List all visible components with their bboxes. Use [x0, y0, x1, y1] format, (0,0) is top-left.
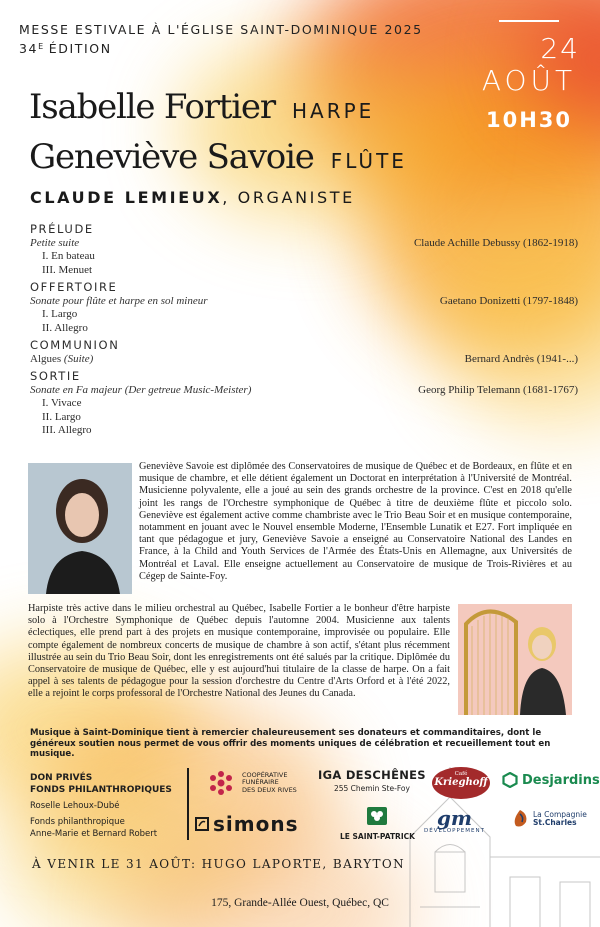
organist-line	[30, 188, 355, 207]
piece-suffix: (Suite)	[61, 353, 94, 365]
coop-line-3: DES DEUX RIVES	[242, 785, 297, 794]
edition-line	[19, 38, 423, 57]
thanks-note: Musique à Saint-Dominique tient à remercier chaleureusement ses donateurs et commanditaires, dont le généreux soutien nous permet de vous offrir des moments uniques de célébration et recueillement tout en musique.	[30, 728, 551, 759]
composer: Bernard Andrès (1941-...)	[464, 353, 578, 365]
sponsor-la-compagnie-st-charles	[510, 808, 587, 830]
piece-row	[30, 384, 578, 397]
saint-patrick-name: LE SAINT-PATRICK	[340, 832, 415, 841]
movement: I. Largo	[42, 308, 78, 320]
upcoming-concert: À VENIR LE 31 AOÛT: HUGO LAPORTE, BARYTON	[32, 857, 406, 871]
cafe-name: Krieghoff	[434, 777, 488, 788]
edition-word: ÉDITION	[48, 41, 112, 56]
program-section-offertoire	[30, 280, 578, 335]
sponsor-desjardins	[502, 772, 600, 788]
savoie-photo	[28, 463, 132, 594]
sponsor-simons	[195, 812, 298, 836]
compagnie-line-1: La Compagnie	[533, 809, 587, 819]
compagnie-line-2: St.Charles	[533, 818, 577, 827]
church-address: 175, Grande-Allée Ouest, Québec, QC	[211, 897, 389, 909]
gm-subtitle: DÉVELOPPEMENT	[424, 828, 485, 834]
bio-savoie: Geneviève Savoie est diplômée des Conservatoires de musique de Québec et de Bordeaux, en flûte et en musique de chambre, et elle détient également un Doctorat en interprétation à l'Université de Montréal. Musicienne polyvalente, elle a joué au sein des grands orchestre de la province. C'est en 2018 qu'elle joint les rangs de l'Orchestre symphonique de Québec à titre de deuxième flûte et piccolo solo. Geneviève est également active comme chambriste avec le Trio Beau Soir et en musique contemporaine, notamment en jouant avec le Nouvel ensemble Moderne, l'Ensemble Lunatik et E27. Fort impliquée en tant que pédagogue et jury, Geneviève Savoie a enseigné au Conservatoire National des Landes en France, à la Child and Youth Services de l'Armée des États-Unis en Allemagne, aux Universités de Montréal et Laval. Elle enseigne actuellement au Conservatoire de musique de Trois-Rivières et au Cégep de Sainte-Foy.	[139, 461, 572, 582]
iga-address: 255 Chemin Ste-Foy	[333, 784, 410, 793]
sponsor-gm-developpement	[424, 808, 485, 834]
date-month: AOÛT	[481, 64, 577, 97]
desjardins-name: Desjardins	[522, 772, 600, 788]
section-title: PRÉLUDE	[30, 222, 94, 236]
sponsor-cooperative	[206, 768, 297, 798]
piece-title: Sonate en Fa majeur (Der getreue Music-Meister)	[30, 384, 252, 396]
sponsor-divider	[187, 768, 189, 840]
donor-fund: Fonds philanthropique	[30, 817, 125, 827]
donors-title-2: FONDS PHILANTHROPIQUES	[30, 785, 172, 795]
sponsor-iga	[318, 768, 426, 793]
donors-title: DON PRIVÉS	[30, 773, 93, 783]
coop-line-1: COOPÉRATIVE	[242, 770, 288, 779]
coop-line-2: FUNÉRAIRE	[242, 778, 279, 787]
cafe-label: Café	[454, 771, 468, 777]
simons-square-icon	[195, 817, 209, 831]
sponsor-saint-patrick	[340, 806, 415, 841]
program-section-prelude	[30, 222, 578, 277]
organist-name: CLAUDE LEMIEUX	[30, 188, 223, 207]
movement: II. Largo	[42, 410, 81, 423]
donors-block	[30, 772, 185, 840]
artist-instrument: HARPE	[291, 99, 375, 123]
piece-row	[30, 295, 578, 308]
organist-role: , ORGANISTE	[222, 188, 355, 207]
section-title: OFFERTOIRE	[30, 280, 118, 294]
movement: I. En bateau	[42, 250, 95, 262]
edition-sup: E	[38, 42, 44, 51]
sponsor-cafe-krieghoff	[432, 767, 490, 799]
program	[30, 222, 578, 441]
harpist-illustration	[458, 604, 572, 715]
program-section-communion	[30, 338, 578, 366]
date-time: 10H30	[485, 108, 573, 132]
fortier-photo	[458, 604, 572, 715]
edition-number: 34	[19, 41, 39, 56]
artist-name: Geneviève Savoie	[29, 137, 314, 177]
gm-logo: gm	[436, 806, 473, 830]
artist-name: Isabelle Fortier	[29, 87, 275, 127]
section-title: COMMUNION	[30, 338, 120, 352]
piece-title: Algues	[30, 353, 62, 365]
composer: Georg Philip Telemann (1681-1767)	[418, 384, 578, 396]
portrait-illustration	[28, 463, 132, 594]
piece-row	[30, 353, 578, 366]
movement: III. Allegro	[42, 424, 92, 436]
donor-name: Roselle Lehoux-Dubé	[30, 801, 120, 811]
desjardins-hex-icon	[502, 772, 518, 788]
artist-fortier	[29, 87, 374, 127]
date-box	[472, 20, 586, 132]
date-rule	[499, 20, 559, 22]
piece-title: Petite suite	[30, 237, 80, 249]
event-header	[19, 21, 423, 57]
piece-row	[30, 237, 578, 250]
coop-flower-icon	[206, 768, 236, 798]
movement: I. Vivace	[42, 397, 82, 409]
compagnie-emblem-icon	[510, 808, 530, 830]
clover-icon	[364, 806, 390, 826]
movement: III. Menuet	[42, 263, 93, 276]
piece-title: Sonate pour flûte et harpe en sol mineur	[30, 295, 208, 307]
event-title: MESSE ESTIVALE À L'ÉGLISE SAINT-DOMINIQUE 2025	[19, 22, 423, 37]
iga-name: IGA DESCHÊNES	[318, 768, 426, 782]
movement: II. Allegro	[42, 321, 88, 334]
bio-fortier: Harpiste très active dans le milieu orchestral au Québec, Isabelle Fortier a le bonheur d'être harpiste solo à l'Orchestre Symphonique de Québec depuis l'automne 2004. Musicienne aux talents éclectiques, elle prend part à des projets en musique contemporaine, improvisée ou populaire. Elle compte également de nombreux concerts de musique de chambre à son actif, s'étant plus récemment illustrée au sein du Trio Beau Soir, dont les enregistrements ont été salués par la critique. Diplômée du Conservatoire de musique de Québec, elle y est aujourd'hui titulaire de la classe de harpe. On a fait appel à ses talents de pédagogue pour la session d'orchestre du Centre d'Arts Orford et à l'été 2022, elle a rejoint le corps professoral de l'Orchestre National des Jeunes du Canada.	[28, 603, 450, 700]
program-section-sortie	[30, 369, 578, 438]
composer: Gaetano Donizetti (1797-1848)	[439, 295, 578, 307]
artist-instrument: FLÛTE	[330, 149, 407, 173]
donor-fund-names: Anne-Marie et Bernard Robert	[30, 829, 158, 839]
composer: Claude Achille Debussy (1862-1918)	[413, 237, 578, 249]
simons-name: simons	[213, 812, 299, 836]
section-title: SORTIE	[30, 369, 81, 383]
date-day: 24	[540, 32, 580, 65]
artist-savoie	[29, 137, 407, 177]
